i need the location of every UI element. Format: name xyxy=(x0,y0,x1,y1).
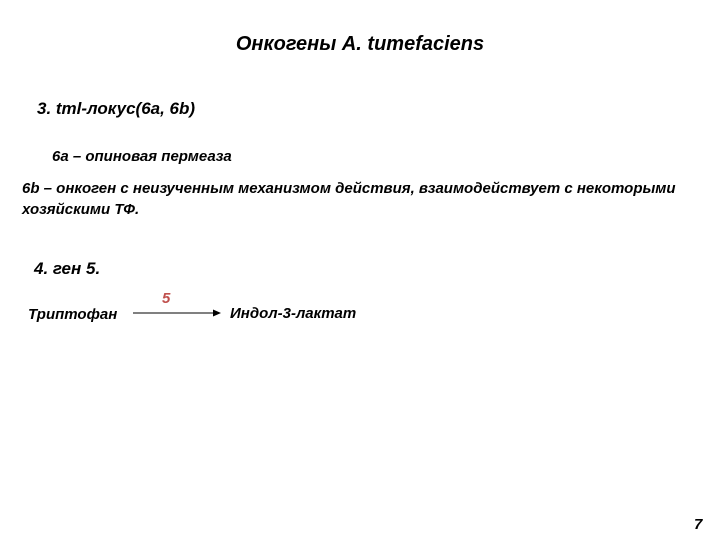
item-6b-text: 6b – онкоген с неизученным механизмом действия, взаимодействует с некоторыми хозяйскими ТФ. xyxy=(22,180,676,218)
reaction-substrate: Триптофан xyxy=(28,306,118,323)
page-number: 7 xyxy=(694,516,703,533)
reaction-enzyme-label: 5 xyxy=(162,290,171,307)
reaction-product: Индол-3-лактат xyxy=(230,305,357,322)
section-4-heading: 4. ген 5. xyxy=(34,259,101,278)
reaction-arrow-icon xyxy=(133,307,221,319)
slide-title: Онкогены A. tumefaciens xyxy=(235,33,485,55)
section-3-heading: 3. tml-локус(6a, 6b) xyxy=(37,99,196,118)
item-6a-text: 6a – опиновая пермеаза xyxy=(52,148,232,165)
